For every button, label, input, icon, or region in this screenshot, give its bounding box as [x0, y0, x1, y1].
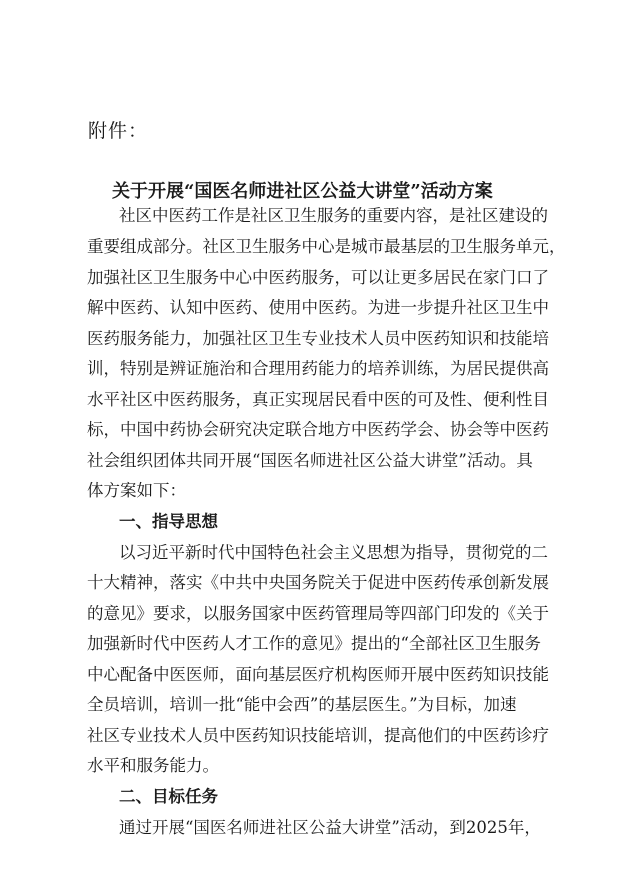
section2-line: 通过开展“国医名师进社区公益大讲堂”活动，到2025年， [119, 818, 541, 837]
intro-line: 加强社区卫生服务中心中医药服务，可以让更多居民在家门口了 [87, 268, 549, 287]
section-heading-goals-tasks: 二、目标任务 [119, 787, 218, 806]
intro-line: 训，特别是辨证施治和合理用药能力的培养训练，为居民提供高 [87, 359, 549, 378]
intro-line: 水平社区中医药服务，真正实现居民看中医的可及性、便利性目 [87, 390, 549, 409]
intro-line: 体方案如下： [87, 481, 186, 500]
intro-line: 社区中医药工作是社区卫生服务的重要内容，是社区建设的 [119, 206, 548, 225]
section1-line: 社区专业技术人员中医药知识技能培训，提高他们的中医药诊疗 [87, 726, 549, 745]
intro-line: 医药服务能力，加强社区卫生专业技术人员中医药知识和技能培 [87, 329, 549, 348]
intro-line: 重要组成部分。社区卫生服务中心是城市最基层的卫生服务单元， [87, 237, 566, 256]
attachment-label: 附件： [88, 120, 149, 142]
intro-line: 社会组织团体共同开展“国医名师进社区公益大讲堂”活动。具 [87, 451, 533, 470]
section1-line: 水平和服务能力。 [87, 756, 219, 775]
section-heading-guiding-ideology: 一、指导思想 [119, 512, 218, 531]
section1-line: 的意见》要求，以服务国家中医药管理局等四部门印发的《关于 [87, 604, 549, 623]
section1-line: 加强新时代中医药人才工作的意见》提出的“全部社区卫生服务 [87, 634, 541, 653]
section1-line: 以习近平新时代中国特色社会主义思想为指导，贯彻党的二 [119, 543, 548, 562]
section1-line: 全员培训，培训一批“能中会西”的基层医生。”为目标，加速 [87, 695, 517, 714]
intro-line: 解中医药、认知中医药、使用中医药。为进一步提升社区卫生中 [87, 298, 549, 317]
section1-line: 中心配备中医医师，面向基层医疗机构医师开展中医药知识技能 [87, 665, 549, 684]
document-title: 关于开展“国医名师进社区公益大讲堂”活动方案 [112, 181, 493, 202]
intro-line: 标，中国中药协会研究决定联合地方中医药学会、协会等中医药 [87, 420, 549, 439]
section1-line: 十大精神，落实《中共中央国务院关于促进中医药传承创新发展 [87, 573, 549, 592]
